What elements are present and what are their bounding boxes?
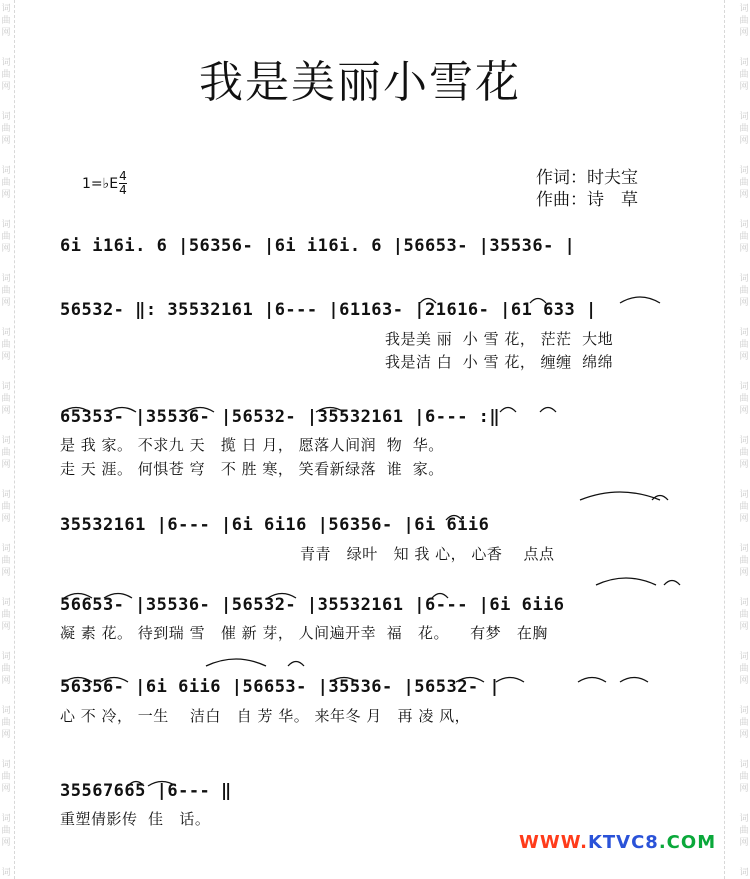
slur-arc [620,297,660,303]
watermark-glyph: 曲 [739,556,749,566]
watermark-glyph: 曲 [1,826,11,836]
watermark-glyph: 曲 [739,610,749,620]
watermark-glyph: 词 [739,436,749,446]
watermark-glyph: 网 [739,784,749,794]
watermark-glyph: 曲 [1,70,11,80]
watermark-glyph: 曲 [739,394,749,404]
watermark-glyph: 词 [739,4,749,14]
watermark-glyph: 网 [1,28,11,38]
watermark-glyph: 词 [1,112,11,122]
watermark-glyph: 曲 [739,826,749,836]
slur-arc [206,659,266,666]
watermark-glyph: 网 [1,136,11,146]
url-www: WWW. [519,832,588,853]
watermark-glyph: 网 [1,460,11,470]
music-row-5: 56653- |35536- |56532- |35532161 |6--- |6i 6ii6 [60,595,565,615]
lyricist-credit: 作词：时夫宝 [536,168,638,188]
time-signature-top: 4 [119,169,127,183]
watermark-glyph: 曲 [1,502,11,512]
watermark-glyph: 词 [739,166,749,176]
credits [536,167,638,211]
watermark-glyph: 曲 [1,178,11,188]
site-url-logo [519,832,716,853]
watermark-glyph: 网 [1,190,11,200]
watermark-glyph: 网 [1,568,11,578]
watermark-glyph: 曲 [1,16,11,26]
left-dashed-rule [14,0,15,879]
watermark-glyph: 词 [1,328,11,338]
lyric-row-7: 心 不 冷， 一生 洁白 自 芳 华。 来年冬 月 再 凌 风， [60,707,471,725]
right-dashed-rule [724,0,725,879]
watermark-glyph: 词 [739,868,749,878]
watermark-glyph: 网 [739,514,749,524]
watermark-glyph: 词 [1,868,11,878]
watermark-glyph: 网 [1,244,11,254]
slur-arc [500,408,516,413]
watermark-glyph: 网 [739,190,749,200]
left-watermark-strip [0,0,12,879]
watermark-glyph: 词 [739,58,749,68]
slur-arc [664,581,680,586]
watermark-glyph: 曲 [1,286,11,296]
watermark-glyph: 网 [739,136,749,146]
watermark-glyph: 词 [1,544,11,554]
watermark-glyph: 词 [739,598,749,608]
watermark-glyph: 词 [1,220,11,230]
watermark-glyph: 曲 [1,718,11,728]
watermark-glyph: 曲 [739,232,749,242]
watermark-glyph: 词 [1,4,11,14]
lyric-row-2: 我是洁 白 小 雪 花， 缠缠 绵绵 [385,353,614,371]
watermark-glyph: 词 [739,274,749,284]
watermark-glyph: 曲 [1,340,11,350]
url-com: .COM [658,832,717,853]
watermark-glyph: 曲 [739,178,749,188]
watermark-glyph: 网 [739,82,749,92]
watermark-glyph: 曲 [1,556,11,566]
watermark-glyph: 曲 [1,772,11,782]
watermark-glyph: 词 [1,166,11,176]
watermark-glyph: 词 [739,544,749,554]
watermark-glyph: 网 [739,244,749,254]
watermark-glyph: 曲 [739,340,749,350]
watermark-glyph: 网 [739,730,749,740]
watermark-glyph: 网 [739,676,749,686]
lyric-row-8: 重塑倩影传 佳 话。 [60,810,211,828]
music-row-1: 6i i16i. 6 |56356- |6i i16i. 6 |56653- |35536- | [60,236,576,256]
watermark-glyph: 网 [739,298,749,308]
key-signature: 1=♭E [82,176,119,192]
watermark-glyph: 曲 [1,124,11,134]
watermark-glyph: 词 [1,436,11,446]
watermark-glyph: 词 [1,598,11,608]
watermark-glyph: 曲 [739,772,749,782]
watermark-glyph: 网 [1,784,11,794]
watermark-glyph: 网 [1,730,11,740]
lyric-row-6: 凝 素 花。 待到瑞 雪 催 新 芽， 人间遍开幸 福 花。 有梦 在胸 [60,624,548,642]
watermark-glyph: 曲 [739,286,749,296]
watermark-glyph: 网 [1,352,11,362]
slur-arc [580,492,660,500]
watermark-glyph: 曲 [739,664,749,674]
composer-credit: 作曲：诗 草 [536,190,638,210]
slur-arc [620,678,648,683]
lyric-row-4: 走 天 涯。 何惧苍 穹 不 胜 寒， 笑看新绿落 谁 家。 [60,460,444,478]
watermark-glyph: 词 [1,652,11,662]
lyric-row-3: 是 我 家。 不求九 天 揽 日 月， 愿落人间润 物 华。 [60,436,444,454]
lyric-row-5: 青青 绿叶 知 我 心， 心香 点点 [300,545,555,563]
slur-arc [652,496,668,501]
watermark-glyph: 曲 [739,502,749,512]
watermark-glyph: 词 [739,382,749,392]
watermark-glyph: 曲 [1,610,11,620]
music-row-2: 56532- ‖: 35532161 |6--- |61163- |21616- |61 633 | [60,300,597,320]
watermark-glyph: 网 [1,514,11,524]
url-ktvc8: KTVC8 [587,832,659,853]
watermark-glyph: 词 [1,814,11,824]
watermark-glyph: 网 [739,568,749,578]
time-signature-bottom: 4 [119,183,127,197]
watermark-glyph: 网 [1,676,11,686]
watermark-glyph: 曲 [739,448,749,458]
watermark-glyph: 词 [739,652,749,662]
time-signature [119,170,127,197]
watermark-glyph: 曲 [739,70,749,80]
watermark-glyph: 网 [739,622,749,632]
music-row-4: 35532161 |6--- |6i 6i16 |56356- |6i 6ii6 [60,515,490,535]
slur-arc [596,578,656,585]
right-watermark-strip [738,0,750,879]
slur-arc [288,662,304,667]
watermark-glyph: 网 [739,406,749,416]
watermark-glyph: 网 [1,622,11,632]
slur-arc [540,408,556,413]
watermark-glyph: 网 [1,298,11,308]
watermark-glyph: 词 [739,220,749,230]
watermark-glyph: 曲 [1,664,11,674]
music-row-7: 35567665 |6--- ‖ [60,781,232,801]
watermark-glyph: 词 [739,814,749,824]
watermark-glyph: 词 [1,274,11,284]
watermark-glyph: 网 [739,352,749,362]
lyric-row-1: 我是美 丽 小 雪 花， 茫茫 大地 [385,330,614,348]
watermark-glyph: 曲 [739,718,749,728]
watermark-glyph: 曲 [1,394,11,404]
watermark-glyph: 网 [1,838,11,848]
watermark-glyph: 词 [1,58,11,68]
watermark-glyph: 词 [739,760,749,770]
slur-arc [578,678,606,683]
watermark-glyph: 曲 [1,232,11,242]
watermark-glyph: 词 [1,490,11,500]
watermark-glyph: 曲 [739,16,749,26]
watermark-glyph: 曲 [739,124,749,134]
watermark-glyph: 词 [739,112,749,122]
music-row-3: 65353- |35536- |56532- |35532161 |6--- :‖ [60,407,501,427]
watermark-glyph: 网 [1,82,11,92]
music-row-6: 56356- |6i 6ii6 |56653- |35536- |56532- | [60,677,501,697]
watermark-glyph: 网 [739,28,749,38]
watermark-glyph: 词 [1,382,11,392]
watermark-glyph: 词 [739,490,749,500]
watermark-glyph: 网 [739,838,749,848]
song-title: 我是美丽小雪花 [199,57,521,108]
watermark-glyph: 词 [1,760,11,770]
slur-arc [496,678,524,683]
watermark-glyph: 词 [1,706,11,716]
watermark-glyph: 网 [739,460,749,470]
watermark-glyph: 网 [1,406,11,416]
watermark-glyph: 曲 [1,448,11,458]
watermark-glyph: 词 [739,706,749,716]
watermark-glyph: 词 [739,328,749,338]
